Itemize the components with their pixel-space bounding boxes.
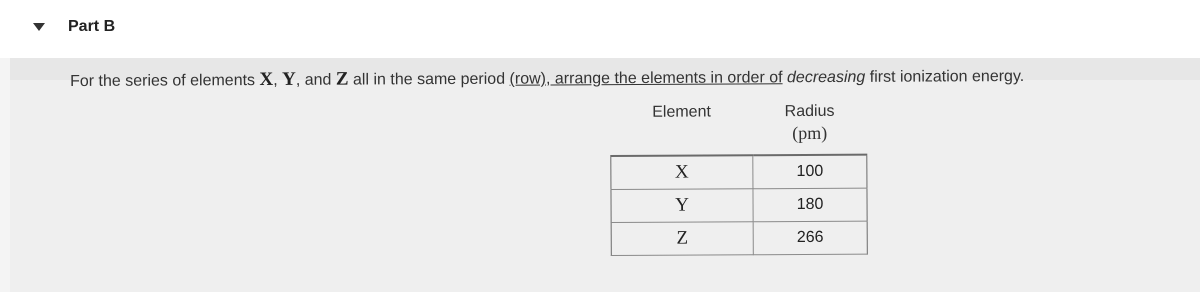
cell-radius: 180 xyxy=(753,188,867,222)
question-prefix: For the series of elements xyxy=(70,72,260,90)
table-row xyxy=(611,155,867,190)
header-element: Element xyxy=(652,103,711,121)
question-sep-2: , and xyxy=(295,71,336,89)
question-emphasis: decreasing xyxy=(786,68,866,87)
header-radius-label: Radius xyxy=(784,102,835,121)
question-middle: all in the same period xyxy=(348,70,510,89)
question-panel xyxy=(10,58,1200,292)
question-sep-1: , xyxy=(273,71,283,89)
element-z-symbol: Z xyxy=(335,68,349,90)
cell-element: Y xyxy=(611,189,753,223)
element-x-symbol: X xyxy=(259,68,274,91)
question-suffix: first ionization energy. xyxy=(865,68,1025,86)
cell-radius: 100 xyxy=(753,155,867,189)
part-header[interactable] xyxy=(0,0,1200,58)
header-radius xyxy=(752,99,866,156)
cell-radius: 266 xyxy=(753,221,867,255)
table-row xyxy=(611,188,867,222)
part-title: Part B xyxy=(68,18,116,35)
question-row-phrase: (row), arrange the elements in order of xyxy=(509,69,783,88)
cell-element: X xyxy=(611,155,753,189)
table-row xyxy=(611,221,867,255)
cell-element: Z xyxy=(611,222,753,256)
collapse-triangle-icon[interactable] xyxy=(33,23,45,31)
element-radius-table xyxy=(610,99,868,256)
header-radius-unit: (pm) xyxy=(792,122,828,144)
element-y-symbol: Y xyxy=(282,68,296,90)
